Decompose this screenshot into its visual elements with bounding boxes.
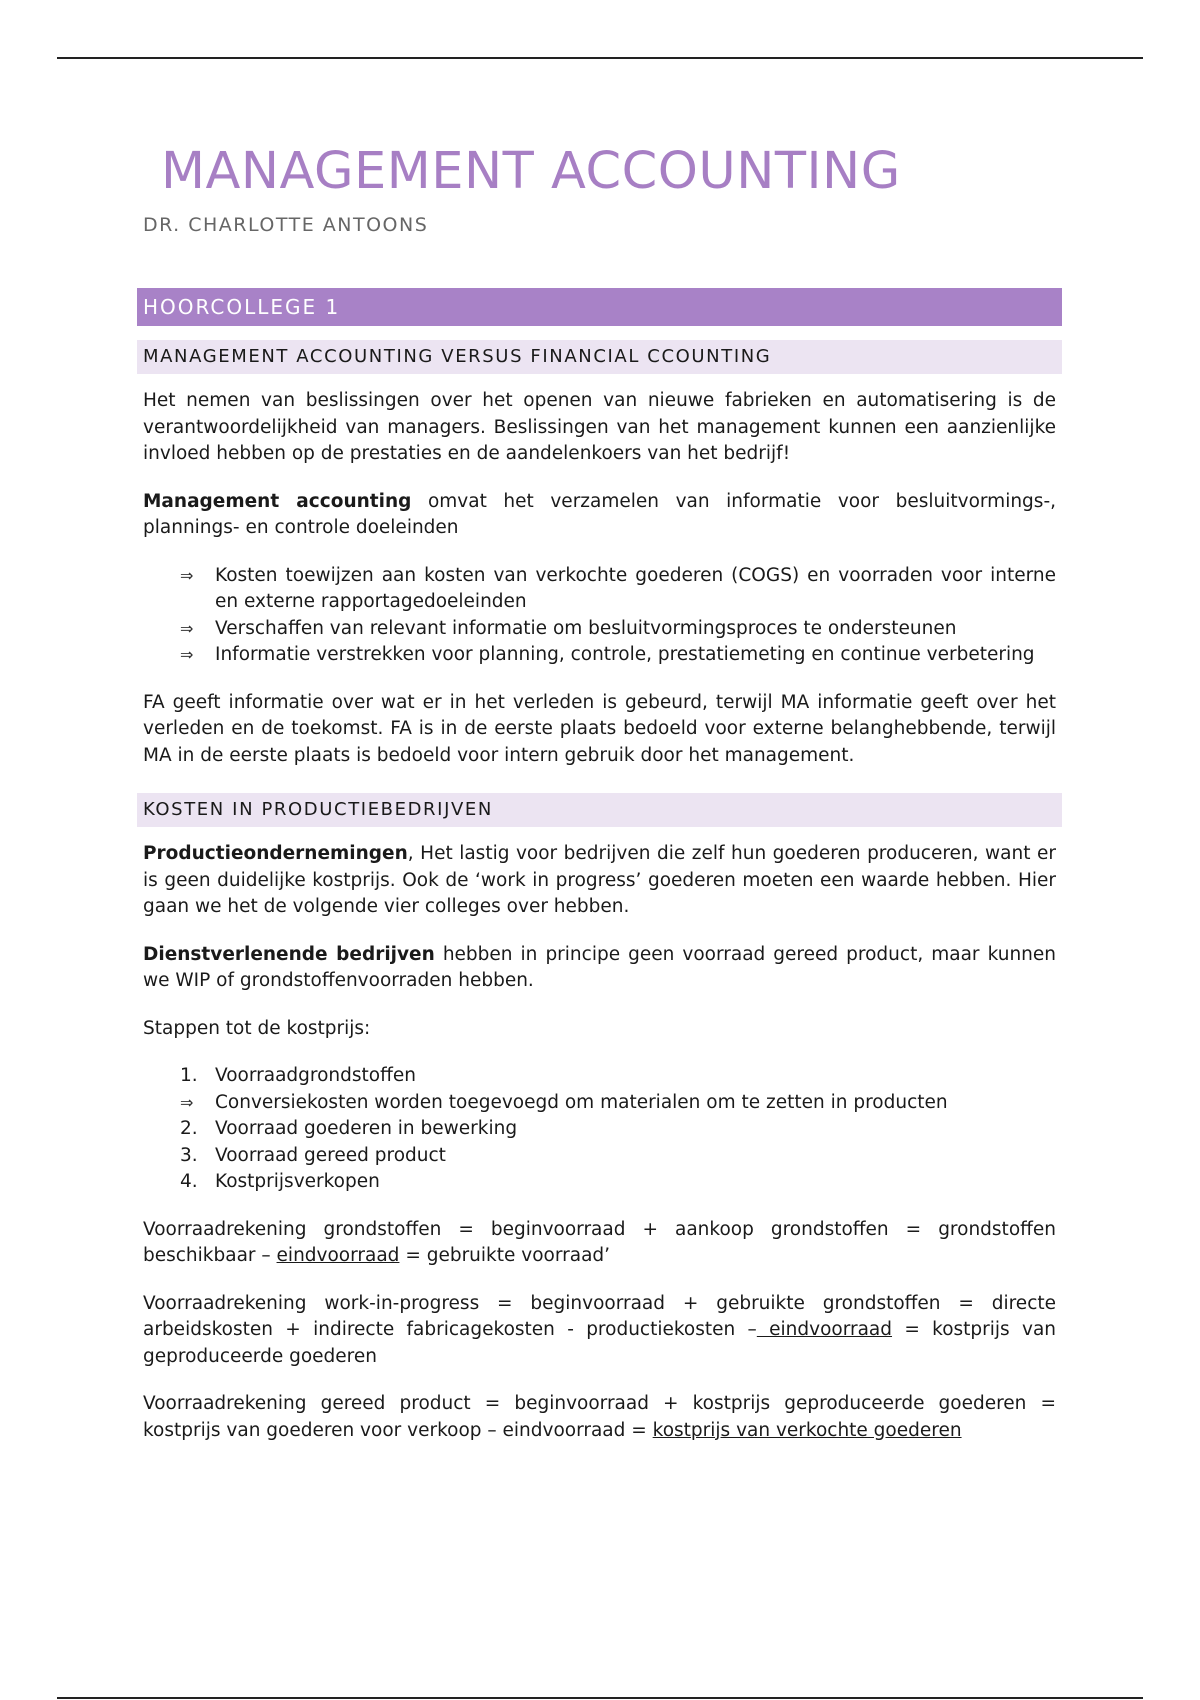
list-item <box>143 1169 1056 1196</box>
formula-text: Voorraadrekening grondstoffen = beginvoorraad + aankoop grondstoffen = grondstoffen beschikbaar – <box>143 1218 1056 1266</box>
arrow-icon: ⇒ <box>180 618 194 638</box>
underlined-term: kostprijs van verkochte goederen <box>652 1419 962 1441</box>
steps-list <box>143 1063 1056 1196</box>
subsection-heading-kosten: KOSTEN IN PRODUCTIEBEDRIJVEN <box>137 793 1062 827</box>
formula-text: Voorraadrekening gereed product = beginvoorraad + kostprijs geproduceerde goederen = kostprijs van goederen voor verkoop – eindvoorraad = <box>143 1393 1056 1441</box>
page-content <box>143 140 1056 1444</box>
underlined-term: eindvoorraad <box>756 1319 893 1340</box>
list-item <box>143 1116 1056 1143</box>
formula-text: = gebruikte voorraad’ <box>399 1245 611 1266</box>
arrow-icon: ⇒ <box>180 645 194 664</box>
list-marker: 3. <box>180 1144 198 1166</box>
list-item <box>143 642 1056 669</box>
formula-gereed-product <box>143 1391 1056 1444</box>
paragraph-text: , Het lastig voor bedrijven die zelf hun goederen produceren, want er is geen duidelijke kostprijs. Ook de ‘work in progress’ goederen moeten een waarde hebben. Hier gaan we het de volgende vier colleges over hebben. <box>143 843 1056 917</box>
footer-rule <box>57 1697 1143 1699</box>
list-item-text: Voorraad gereed product <box>215 1144 446 1166</box>
header-rule <box>57 57 1143 59</box>
formula-text: = kostprijs van geproduceerde goederen <box>143 1319 1057 1367</box>
formula-grondstoffen <box>143 1217 1056 1270</box>
list-item <box>143 1063 1056 1090</box>
bold-term: Dienstverlenende bedrijven <box>143 943 435 965</box>
paragraph-text: omvat het verzamelen van informatie voor besluitvormings-, plannings- en controle doeleinden <box>143 490 1056 538</box>
formula-text: Voorraadrekening work-in-progress = beginvoorraad + gebruikte grondstoffen = directe arbeidskosten + indirecte fabricagekosten - productiekosten – <box>143 1292 1056 1340</box>
list-item-text: Voorraadgrondstoffen <box>215 1065 416 1086</box>
list-item-text: Voorraad goederen in bewerking <box>215 1118 518 1139</box>
list-item-text: Conversiekosten worden toegevoegd om materialen om te zetten in producten <box>215 1091 948 1113</box>
list-item <box>143 616 1056 643</box>
list-marker: 4. <box>180 1171 198 1192</box>
list-item-text: Verschaffen van relevant informatie om besluitvormingsproces te ondersteunen <box>215 617 957 639</box>
bold-term: Productieondernemingen <box>143 843 408 864</box>
list-item-text: Informatie verstrekken voor planning, controle, prestatiemeting en continue verbetering <box>215 644 1035 665</box>
list-item-text: Kosten toewijzen aan kosten van verkochte goederen (COGS) en voorraden voor interne en externe rapportagedoeleinden <box>215 564 1056 612</box>
list-marker: 1. <box>180 1065 198 1086</box>
paragraph-fa-vs-ma: FA geeft informatie over wat er in het verleden is gebeurd, terwijl MA informatie geeft over het verleden en de toekomst. FA is in de eerste plaats bedoeld voor externe belanghebbende, terwijl MA in de eerste plaats is bedoeld voor intern gebruik door het management. <box>143 691 1056 766</box>
list-item <box>143 563 1056 616</box>
list-item <box>143 1143 1056 1170</box>
paragraph-stappen: Stappen tot de kostprijs: <box>143 1017 371 1039</box>
paragraph-intro: Het nemen van beslissingen over het openen van nieuwe fabrieken en automatisering is de verantwoordelijkheid van managers. Beslissingen van het management kunnen een aanzienlijke invloed hebben op de prestaties en de aandelenkoers van het bedrijf! <box>143 390 1056 464</box>
paragraph-management-accounting <box>143 489 1056 542</box>
list-item-text: Kostprijsverkopen <box>215 1171 380 1192</box>
arrow-icon: ⇒ <box>180 565 194 585</box>
document-author: DR. CHARLOTTE ANTOONS <box>143 214 429 236</box>
paragraph-productieondernemingen <box>143 841 1056 921</box>
arrow-list <box>143 563 1056 669</box>
formula-work-in-progress <box>143 1291 1056 1371</box>
list-marker: 2. <box>180 1118 198 1139</box>
section-heading-hoorcollege-1: HOORCOLLEGE 1 <box>137 288 1062 326</box>
arrow-icon: ⇒ <box>180 1092 194 1112</box>
list-item <box>143 1090 1056 1117</box>
document-title: MANAGEMENT ACCOUNTING <box>161 142 901 201</box>
bold-term: Management accounting <box>143 490 412 512</box>
underlined-term: eindvoorraad <box>276 1245 400 1266</box>
paragraph-dienstverlenende <box>143 942 1056 995</box>
paragraph-text: hebben in principe geen voorraad gereed product, maar kunnen we WIP of grondstoffenvoorraden hebben. <box>143 943 1057 991</box>
subsection-heading-ma-vs-fa: MANAGEMENT ACCOUNTING VERSUS FINANCIAL CCOUNTING <box>137 340 1062 374</box>
